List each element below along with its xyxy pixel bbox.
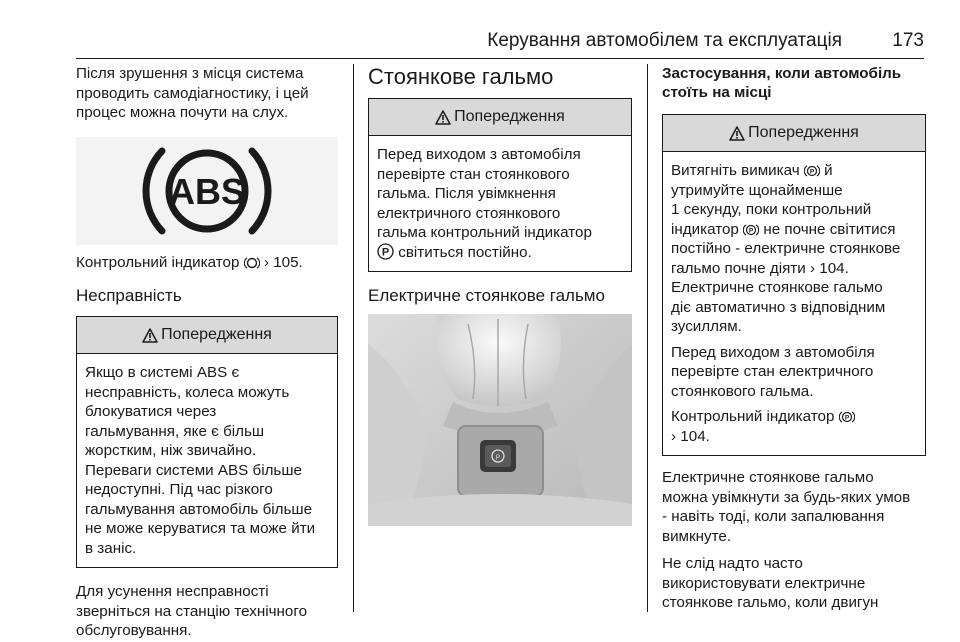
warning-line: зусиллям. <box>671 318 742 335</box>
warning-line: гальма контрольний індикатор <box>377 224 592 241</box>
page-number: 173 <box>892 30 924 51</box>
svg-text:P: P <box>809 168 815 176</box>
body-line: - навіть тоді, коли запалювання <box>662 508 885 525</box>
outro-line: зверніться на станцію технічного <box>76 602 308 620</box>
warning-line: діє автоматично з відповідним <box>671 298 886 316</box>
warning-line: перевірте стан електричного <box>671 363 874 380</box>
warning-box <box>76 316 338 568</box>
page-ref-arrow-icon: › <box>809 259 816 277</box>
column-divider-right <box>647 64 648 612</box>
warning-header <box>369 99 631 136</box>
column-divider-left <box>353 64 354 612</box>
warning-triangle-icon <box>435 110 451 125</box>
warning-line: Якщо в системі ABS є <box>85 364 240 381</box>
warning-line: перевірте стан стоянкового <box>377 165 570 183</box>
warning-line: гальма. Після увімкнення <box>377 185 556 202</box>
outro-line: Для усунення несправності <box>76 583 269 600</box>
intro-line: проводить самодіагностику, і цей <box>76 84 309 102</box>
page-ref: 105. <box>273 253 303 271</box>
parking-brake-small-icon <box>839 410 855 424</box>
warning-line: в заніс. <box>85 539 137 557</box>
svg-text:P: P <box>748 227 754 234</box>
outro-line: обслуговування. <box>76 622 192 639</box>
page-ref-arrow-icon: › <box>263 253 269 271</box>
parking-brake-small-icon <box>743 223 759 237</box>
warning-box <box>368 98 632 272</box>
abs-warning-icon <box>76 137 338 245</box>
warning-line: жорстким, ніж звичайно. <box>85 442 257 459</box>
warning-line: гальмування, яке є більш <box>85 422 265 440</box>
page-ref-arrow-icon: › <box>671 427 677 445</box>
warning-line: електричного стоянкового <box>377 204 561 222</box>
warning-line: стоянкового гальма. <box>671 382 814 400</box>
warning-body <box>77 354 337 567</box>
intro-line: Після зрушення з місця система <box>76 65 304 82</box>
parking-brake-icon <box>377 243 394 260</box>
intro-paragraph <box>76 64 338 123</box>
parking-brake-switch-photo <box>368 314 632 526</box>
subsection-heading: Електричне стоянкове гальмо <box>368 286 605 305</box>
svg-text:P: P <box>381 246 390 258</box>
warning-box <box>662 114 926 456</box>
intro-line: процес можна почути на слух. <box>76 104 289 121</box>
warning-line: гальмо почне діяти <box>671 259 806 277</box>
warning-header <box>663 115 925 152</box>
warning-line: утримуйте щонайменше <box>671 181 843 199</box>
section-title: Стоянкове гальмо <box>368 64 554 89</box>
body-paragraph <box>662 468 926 546</box>
body-line: використовувати електричне <box>662 574 866 592</box>
page-ref: 104. <box>680 427 710 445</box>
body-line: Електричне стоянкове гальмо <box>662 469 874 486</box>
warning-line: й <box>824 162 833 179</box>
warning-body <box>369 136 631 271</box>
heading-line: Застосування, коли автомобіль <box>662 65 902 82</box>
warning-line: не почне світитися <box>763 220 896 238</box>
subsection-heading <box>662 64 926 102</box>
body-line: вимкнуте. <box>662 527 732 545</box>
svg-text:P: P <box>844 414 849 422</box>
body-line: стоянкове гальмо, коли двигун <box>662 594 879 611</box>
console-photo-illustration <box>368 314 632 526</box>
warning-line: Перед виходом з автомобіля <box>377 146 581 163</box>
body-line: можна увімкнути за будь-яких умов <box>662 488 911 506</box>
abs-indicator-reference <box>76 253 338 273</box>
warning-line: не може керуватися та може йти <box>85 520 316 537</box>
warning-line: постійно - електричне стоянкове <box>671 240 901 257</box>
warning-triangle-icon <box>142 328 158 343</box>
body-paragraph <box>662 554 926 613</box>
column-1 <box>76 64 338 641</box>
warning-line: блокуватися через <box>85 403 217 420</box>
warning-line: 1 секунду, поки контрольний <box>671 201 872 218</box>
warning-line: Витягніть вимикач <box>671 162 800 179</box>
svg-text:P: P <box>495 454 501 462</box>
warning-line: несправність, колеса можуть <box>85 383 290 401</box>
warning-title: Попередження <box>161 326 272 343</box>
parking-brake-small-icon <box>804 164 820 178</box>
abs-small-icon <box>244 256 260 270</box>
abs-icon-label: ABS <box>168 170 246 212</box>
indicator-text: Контрольний індикатор <box>76 253 240 271</box>
page-ref: 104. <box>819 259 849 277</box>
column-3 <box>662 64 926 613</box>
warning-triangle-icon <box>729 126 745 141</box>
column-2 <box>368 64 632 526</box>
abs-indicator-image <box>76 137 338 245</box>
page-header <box>76 28 924 59</box>
warning-title: Попередження <box>454 108 565 125</box>
warning-line: недоступні. Під час різкого <box>85 481 273 498</box>
warning-body <box>663 152 925 455</box>
warning-line: Перед виходом з автомобіля <box>671 343 875 361</box>
section-heading: Несправність <box>76 286 182 305</box>
heading-line: стоїть на місці <box>662 84 772 101</box>
warning-line: світиться постійно. <box>398 243 532 261</box>
warning-line: індикатор <box>671 220 739 238</box>
outro-paragraph <box>76 582 338 641</box>
warning-line: Контрольний індикатор <box>671 408 835 425</box>
body-line: Не слід надто часто <box>662 555 803 572</box>
header-title: Керування автомобілем та експлуатація <box>487 30 842 51</box>
warning-header <box>77 317 337 354</box>
warning-line: Переваги системи ABS більше <box>85 461 302 479</box>
warning-line: гальмування автомобіль більше <box>85 500 313 518</box>
warning-title: Попередження <box>748 124 859 141</box>
warning-line: Електричне стоянкове гальмо <box>671 279 883 296</box>
